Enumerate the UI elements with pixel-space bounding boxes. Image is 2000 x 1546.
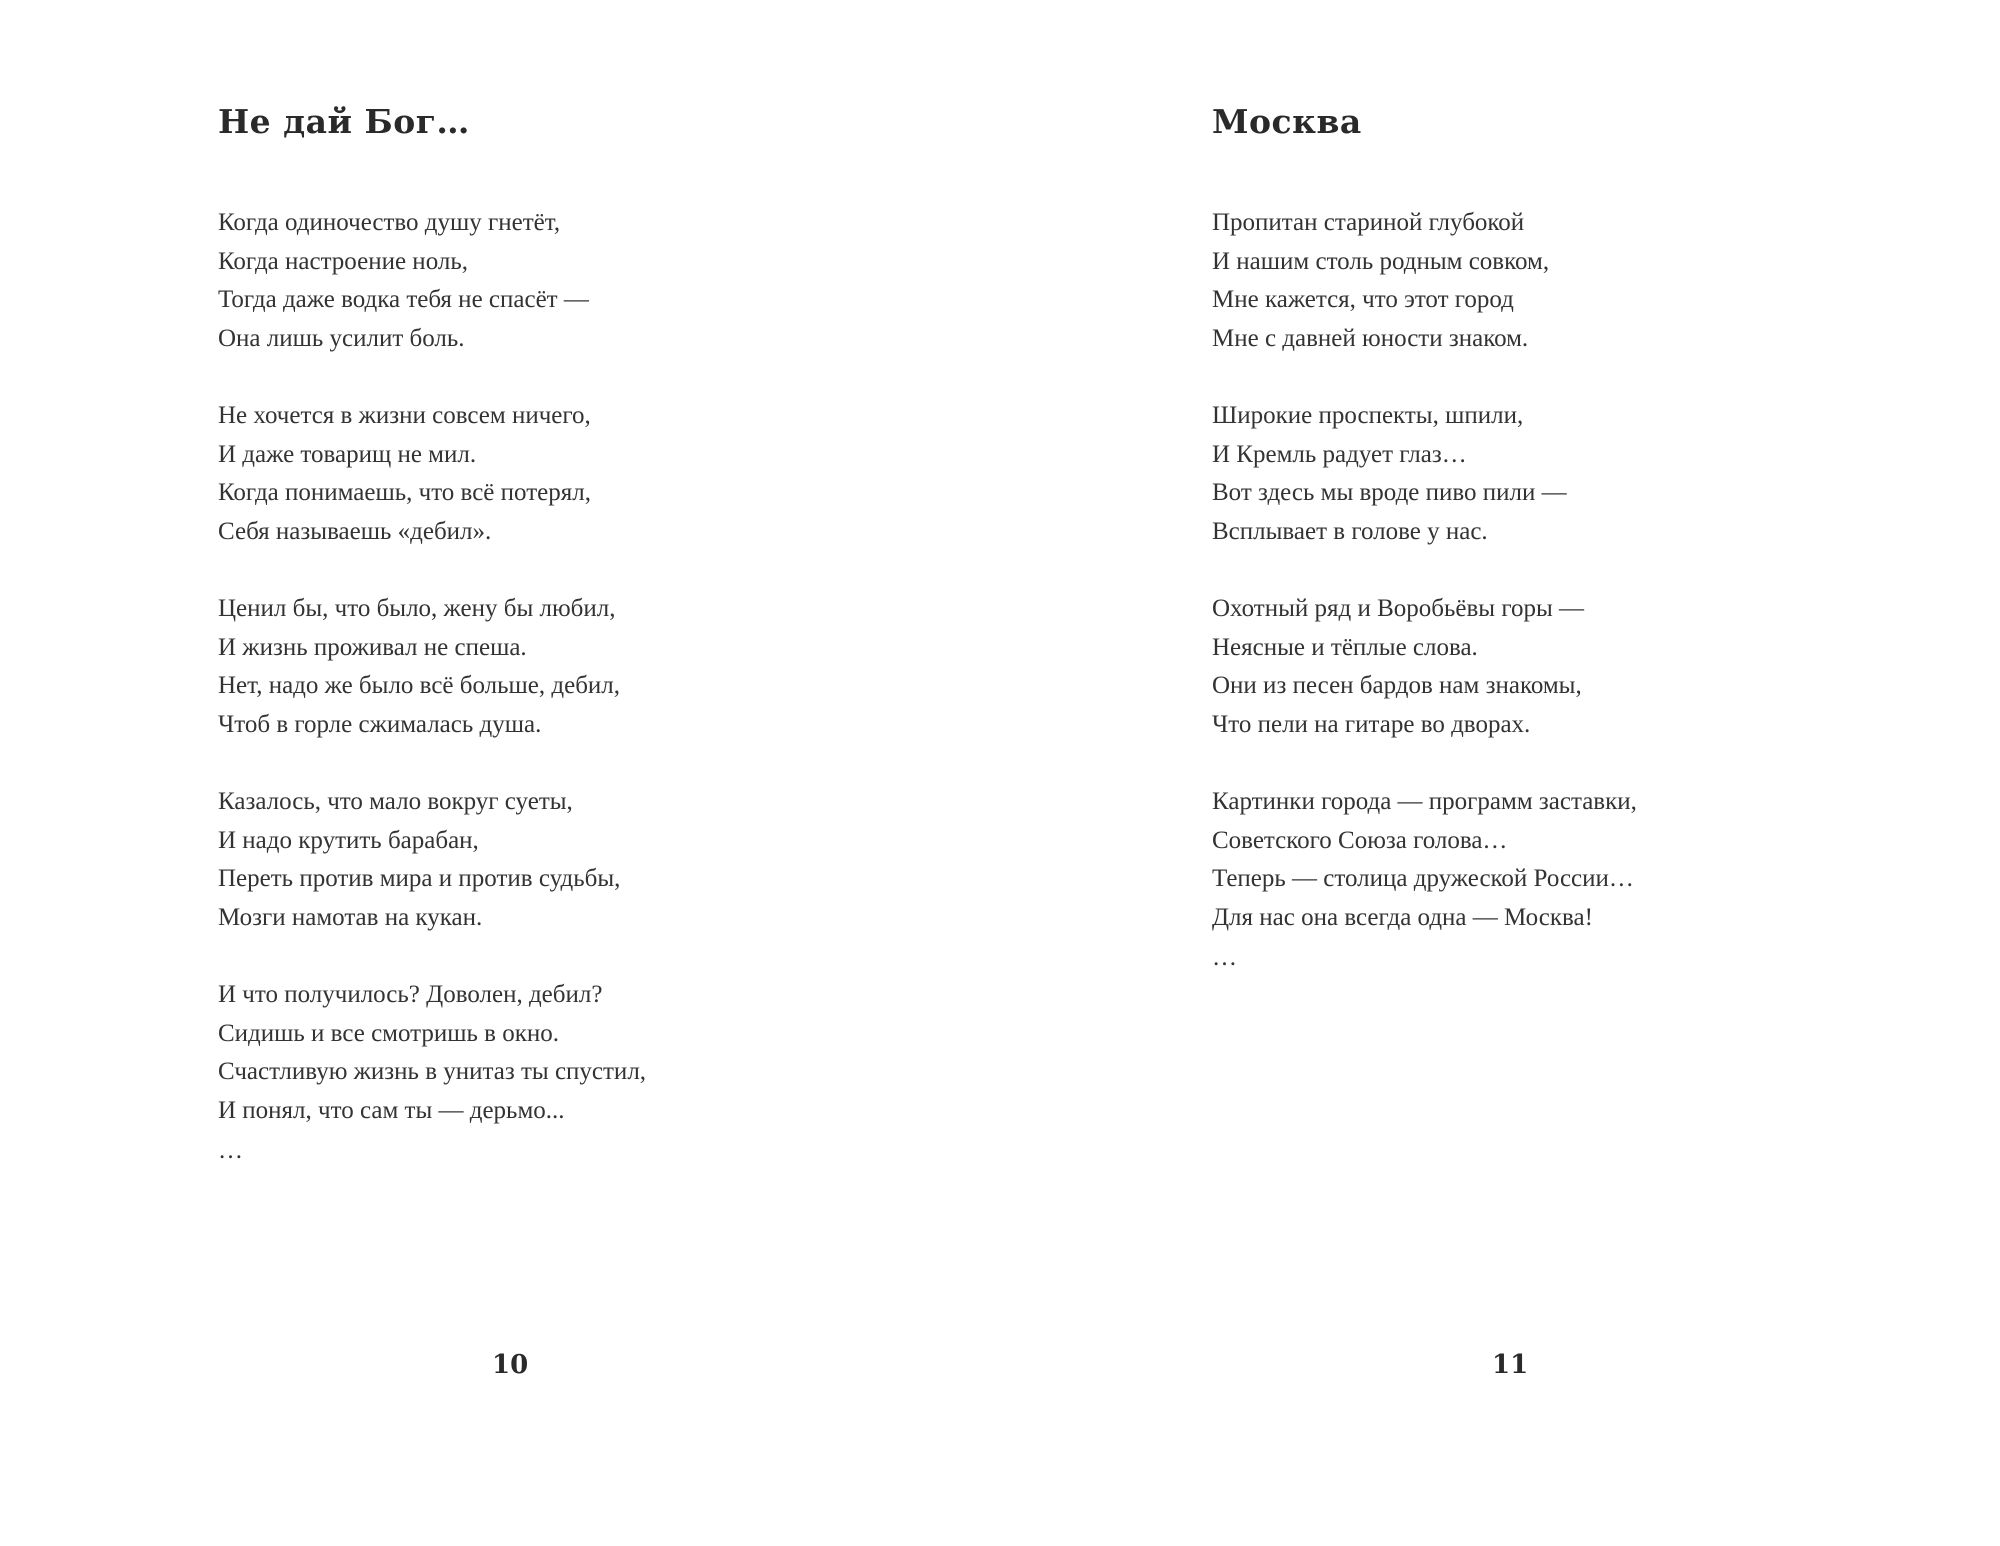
stanza [218,204,646,358]
poem-line: Ценил бы, что было, жену бы любил, [218,595,616,622]
poem-body [218,204,646,1163]
stanza [1212,204,1637,358]
poem-line: И нашим столь родным совком, [1212,247,1550,275]
right-page [1000,0,2000,1546]
stanza [218,590,646,744]
poem-line: Счастливую жизнь в унитаз ты спустил, [218,1058,647,1085]
poem-line: И Кремль радует глаз… [1212,440,1467,468]
poem-line: Не хочется в жизни совсем ничего, [218,402,591,429]
poem-line: Охотный ряд и Воробьёвы горы — [1212,595,1585,622]
poem-line: Она лишь усилит боль. [218,324,465,352]
page-number: 11 [1492,1350,1529,1380]
stanza [1212,590,1637,744]
poem-line: Мне с давней юности знаком. [1212,324,1529,352]
poem-title: Не дай Бог… [218,102,470,141]
page-number: 10 [492,1350,529,1380]
poem-line: И понял, что сам ты — дерьмо... [218,1096,565,1124]
poem-line: Пропитан стариной глубокой [1212,209,1525,236]
poem-ending-ellipsis: … [1212,944,1239,971]
poem-line: Когда понимаешь, что всё потерял, [218,479,591,506]
poem-line: Вот здесь мы вроде пиво пили — [1212,479,1567,506]
poem-line: Что пели на гитаре во дворах. [1212,710,1531,738]
poem-line: Казалось, что мало вокруг суеты, [218,788,573,815]
poem-line: Советского Союза голова… [1212,826,1508,854]
poem-line: Себя называешь «дебил». [218,517,492,545]
poem-line: И жизнь проживал не спеша. [218,633,527,661]
poem-line: Когда настроение ноль, [218,247,468,275]
poem-line: Неясные и тёплые слова. [1212,633,1478,661]
poem-line: Картинки города — программ заставки, [1212,788,1637,815]
poem-title: Москва [1212,102,1362,141]
poem-line: И даже товарищ не мил. [218,440,477,468]
poem-line: Для нас она всегда одна — Москва! [1212,903,1593,931]
poem-line: Тогда даже водка тебя не спасёт — [218,286,589,313]
poem-line: И надо крутить барабан, [218,826,479,854]
poem-line: Чтоб в горле сжималась душа. [218,710,542,738]
poem-line: Переть против мира и против судьбы, [218,865,621,892]
poem-line: Нет, надо же было всё больше, дебил, [218,672,621,699]
stanza [218,976,646,1130]
poem-line: Они из песен бардов нам знакомы, [1212,672,1582,699]
poem-line: Сидишь и все смотришь в окно. [218,1019,560,1047]
poem-line: Теперь — столица дружеской России… [1212,865,1634,892]
stanza [218,783,646,937]
stanza [218,397,646,551]
stanza [1212,397,1637,551]
poem-body [1212,204,1637,970]
poem-line: И что получилось? Доволен, дебил? [218,981,603,1008]
poem-line: Когда одиночество душу гнетёт, [218,209,561,236]
poem-line: Широкие проспекты, шпили, [1212,402,1524,429]
stanza [1212,783,1637,937]
poem-line: Мозги намотав на кукан. [218,903,483,931]
poem-line: Всплывает в голове у нас. [1212,517,1488,545]
poem-line: Мне кажется, что этот город [1212,286,1514,313]
poem-ending-ellipsis: … [218,1137,245,1164]
